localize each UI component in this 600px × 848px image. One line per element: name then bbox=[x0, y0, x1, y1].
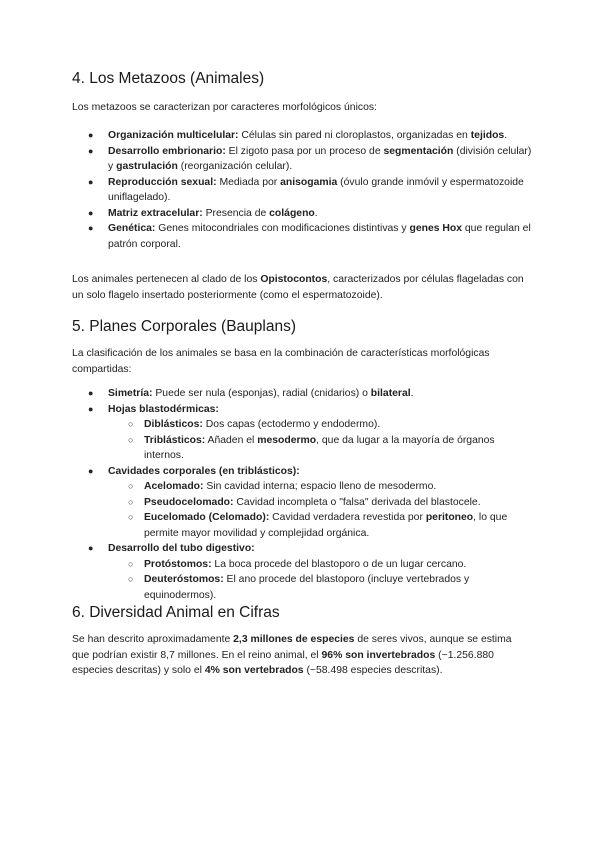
bullet-icon: ● bbox=[88, 145, 94, 156]
list-item: ● Matriz extracelular: Presencia de colágeno. bbox=[72, 206, 532, 222]
bullet-icon: ● bbox=[88, 403, 94, 414]
section-5-intro: La clasificación de los animales se basa en la combinación de características morfológicas compartidas: bbox=[72, 348, 490, 375]
bullet-icon: ● bbox=[88, 207, 94, 218]
bullet-icon: ● bbox=[88, 388, 94, 398]
list-item: ● Genética: Genes mitocondriales con modificaciones distintivas y genes Hox que regulan el patrón corporal. bbox=[88, 223, 531, 250]
circle-bullet-icon: ○ bbox=[128, 481, 134, 491]
sublist-item-triblasticos: ○ Triblásticos: Añaden el mesodermo, que da lugar a la mayoría de órganos internos. bbox=[128, 434, 495, 461]
list-item-tubo-digestivo: ● Desarrollo del tubo digestivo: bbox=[72, 541, 532, 557]
circle-bullet-icon: ○ bbox=[128, 558, 134, 569]
list-item-cavidades: ● Cavidades corporales (en triblásticos): bbox=[72, 464, 532, 480]
sublist-item-acelomado: ○ Acelomado: Sin cavidad interna; espacio lleno de mesodermo. bbox=[72, 479, 532, 495]
circle-bullet-icon: ○ bbox=[128, 434, 134, 445]
sublist-item-diblasticos: ○ Diblásticos: Dos capas (ectodermo y endodermo). bbox=[72, 417, 532, 433]
list-item: ● Organización multicelular: Células sin pared ni cloroplastos, organizadas en tejidos. bbox=[72, 128, 532, 144]
sublist-item-protostomos: ○ Protóstomos: La boca procede del blastoporo o de un lugar cercano. bbox=[72, 557, 532, 573]
list-item-hojas: ● Hojas blastodérmicas: bbox=[72, 402, 532, 418]
sublist-item-deuterostomos: ○ Deuteróstomos: El ano procede del blastoporo (incluye vertebrados y equinodermos). bbox=[128, 574, 470, 601]
section-6-heading: 6. Diversidad Animal en Cifras bbox=[72, 604, 280, 621]
circle-bullet-icon: ○ bbox=[128, 512, 134, 522]
circle-bullet-icon: ○ bbox=[128, 496, 134, 507]
section-4-outro: Los animales pertenecen al clado de los Opistocontos, caracterizados por células flageladas con un solo flagelo insertado posteriormente (como el espermatozoide). bbox=[72, 274, 524, 301]
section-4-intro: Los metazoos se caracterizan por caracteres morfológicos únicos: bbox=[72, 102, 377, 113]
bullet-icon: ● bbox=[88, 543, 94, 553]
sublist-item-pseudocelomado: ○ Pseudocelomado: Cavidad incompleta o "falsa" derivada del blastocele. bbox=[72, 495, 532, 511]
section-6-body: Se han descrito aproximadamente 2,3 millones de especies de seres vivos, aunque se estima que podrían existir 8,7 millones. En el reino animal, el 96% son invertebrados (~1.256.880 especies descritas) y solo el 4% son vertebrados (~58.498 especies descritas). bbox=[72, 634, 512, 676]
circle-bullet-icon: ○ bbox=[128, 574, 134, 584]
sublist-item-eucelomado: ○ Eucelomado (Celomado): Cavidad verdadera revestida por peritoneo, lo que permite mayor movilidad y complejidad orgánica. bbox=[128, 512, 508, 539]
list-item-simetria: ● Simetría: Puede ser nula (esponjas), radial (cnidarios) o bilateral. bbox=[72, 386, 532, 402]
circle-bullet-icon: ○ bbox=[128, 419, 134, 429]
list-item: ● Desarrollo embrionario: El zigoto pasa por un proceso de segmentación (división celular) y gastrulación (reorganización celular). bbox=[88, 145, 532, 172]
section-4-heading: 4. Los Metazoos (Animales) bbox=[72, 70, 265, 87]
bullet-icon: ● bbox=[88, 176, 94, 187]
bullet-icon: ● bbox=[88, 465, 94, 476]
metazoa-traits-list bbox=[72, 128, 532, 252]
list-item: ● Reproducción sexual: Mediada por anisogamia (óvulo grande inmóvil y espermatozoide uniflagelado). bbox=[88, 176, 524, 203]
bullet-icon: ● bbox=[88, 130, 94, 140]
bullet-icon: ● bbox=[88, 223, 94, 233]
bauplan-list bbox=[72, 386, 532, 603]
section-5-heading: 5. Planes Corporales (Bauplans) bbox=[72, 318, 297, 335]
